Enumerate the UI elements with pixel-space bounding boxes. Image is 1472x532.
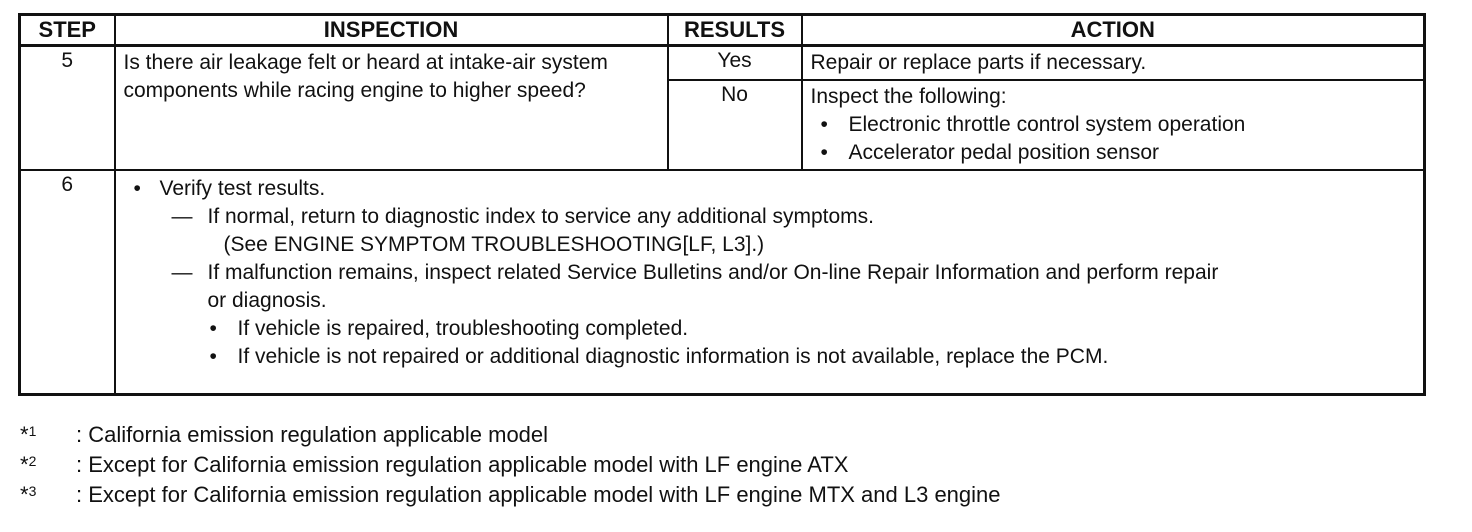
step-6-sub-item: • If vehicle is not repaired or additional diagnostic information is not available, replace the PCM. (130, 343, 1418, 371)
step-6-sub-item: • If vehicle is repaired, troubleshooting completed. (130, 315, 1418, 343)
footnote-text: : California emission regulation applicable model (76, 422, 549, 447)
footnote-number: 3 (28, 483, 37, 499)
step-6-normal-ref: (See ENGINE SYMPTOM TROUBLESHOOTING[LF, L3].) (223, 233, 765, 256)
footnote-star: * (20, 422, 29, 447)
step-6-content (115, 170, 1425, 394)
table-row-step-5-yes (20, 46, 1425, 81)
header-step: STEP (20, 15, 115, 46)
dash-mark: — (171, 261, 193, 284)
dash-mark: — (171, 205, 193, 228)
table-row-step-6 (20, 170, 1425, 394)
footnote-mark (20, 450, 36, 480)
step-6-malf-line (130, 259, 1418, 287)
step-6-malf-text: If malfunction remains, inspect related Service Bulletins and/or On-line Repair Information and perform repair (207, 261, 1219, 284)
footnote-3 (18, 480, 1001, 510)
footnotes (18, 420, 1001, 510)
footnote-mark (20, 480, 36, 510)
table-header-row (20, 15, 1425, 46)
footnote-mark (20, 420, 36, 450)
footnote-text: : Except for California emission regulation applicable model with LF engine ATX (76, 452, 849, 477)
footnote-2 (18, 450, 1001, 480)
list-item: • Electronic throttle control system operation (811, 111, 1418, 139)
footnote-number: 2 (28, 453, 37, 469)
step-6-malf-text-cont: or diagnosis. (207, 289, 327, 312)
step-5-result-yes: Yes (668, 46, 802, 81)
step-5-action-yes (802, 46, 1425, 81)
step-6-bullet: • Verify test results. (130, 175, 1418, 203)
list-item: • Accelerator pedal position sensor (811, 139, 1418, 167)
header-action: ACTION (802, 15, 1425, 46)
step-5-inspection-text: Is there air leakage felt or heard at intake-air system components while racing engine to higher speed? (123, 51, 608, 102)
step-5-action-no-list (811, 111, 1418, 167)
step-5-inspection (115, 46, 668, 171)
footnote-star: * (20, 452, 29, 477)
step-5-action-no (802, 80, 1425, 170)
footnote-number: 1 (28, 423, 37, 439)
diagnostic-table (18, 13, 1426, 396)
step-5-action-no-intro: Inspect the following: (810, 85, 1007, 108)
footnote-1 (18, 420, 1001, 450)
step-5-result-no: No (668, 80, 802, 170)
header-inspection: INSPECTION (115, 15, 668, 46)
step-6-normal-line (130, 203, 1418, 231)
step-6-normal-text: If normal, return to diagnostic index to service any additional symptoms. (207, 205, 874, 228)
footnote-text: : Except for California emission regulation applicable model with LF engine MTX and L3 engine (76, 482, 1001, 507)
step-6-number: 6 (20, 170, 115, 394)
step-5-action-yes-text: Repair or replace parts if necessary. (810, 51, 1147, 74)
header-results: RESULTS (668, 15, 802, 46)
footnote-star: * (20, 482, 29, 507)
step-5-number: 5 (20, 46, 115, 171)
